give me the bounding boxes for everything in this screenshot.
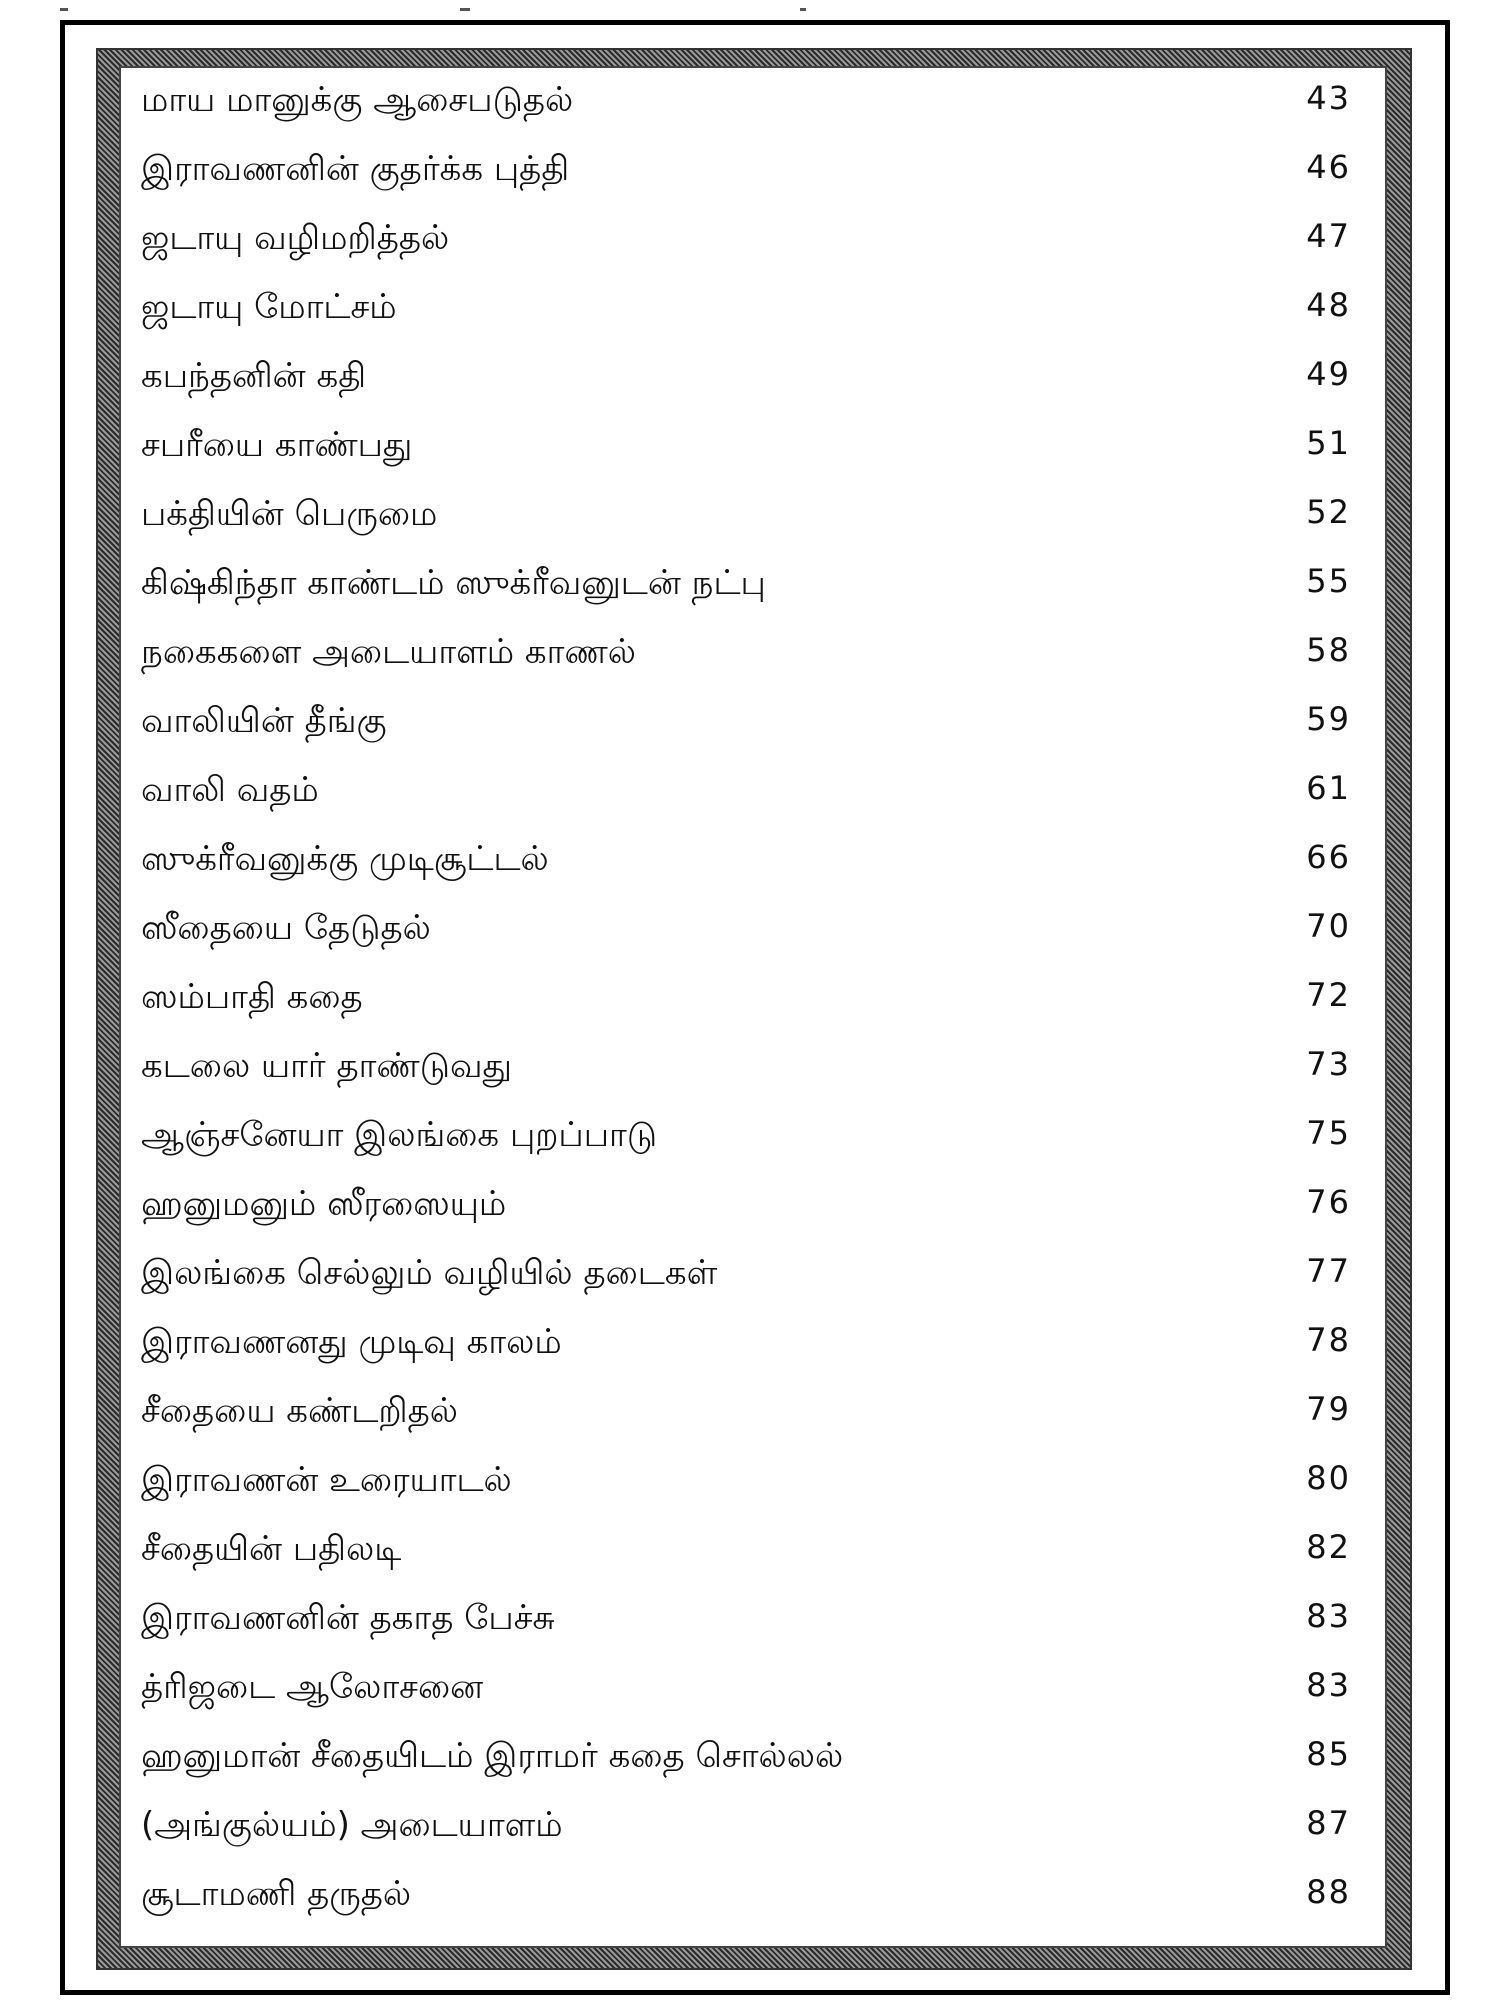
toc-entry bbox=[141, 1665, 1361, 1734]
toc-entry-page-number: 77 bbox=[1306, 1252, 1351, 1290]
toc-entry-title: வாலியின் தீங்கு bbox=[141, 701, 387, 741]
toc-entry bbox=[141, 1872, 1361, 1941]
toc-entry-page-number: 79 bbox=[1306, 1390, 1351, 1428]
toc-entry bbox=[141, 837, 1361, 906]
toc-entry bbox=[141, 768, 1361, 837]
toc-entry-page-number: 59 bbox=[1306, 700, 1351, 738]
toc-entry-title: இலங்கை செல்லும் வழியில் தடைகள் bbox=[141, 1253, 718, 1293]
toc-entry bbox=[141, 630, 1361, 699]
toc-entry-title: இராவணனது முடிவு காலம் bbox=[141, 1322, 562, 1362]
toc-entry bbox=[141, 1251, 1361, 1320]
toc-entry bbox=[141, 975, 1361, 1044]
toc-entry-title: கபந்தனின் கதி bbox=[141, 356, 367, 396]
scan-mark bbox=[60, 8, 68, 11]
toc-entry bbox=[141, 423, 1361, 492]
toc-entry-page-number: 72 bbox=[1306, 976, 1351, 1014]
toc-entry-title: இராவணனின் குதர்க்க புத்தி bbox=[141, 149, 570, 189]
toc-entry-page-number: 76 bbox=[1306, 1183, 1351, 1221]
toc-entry-page-number: 85 bbox=[1306, 1735, 1351, 1773]
toc-entry-title: ஸுக்ரீவனுக்கு முடிசூட்டல் bbox=[141, 839, 549, 879]
toc-entry-page-number: 49 bbox=[1306, 355, 1351, 393]
toc-entry-title: இராவணன் உரையாடல் bbox=[141, 1460, 512, 1500]
toc-entry-title: ஹனுமான் சீதையிடம் இராமர் கதை சொல்லல் bbox=[141, 1736, 844, 1776]
toc-entry-page-number: 82 bbox=[1306, 1528, 1351, 1566]
toc-entry-page-number: 83 bbox=[1306, 1666, 1351, 1704]
toc-entry-title: சீதையின் பதிலடி bbox=[141, 1529, 402, 1569]
toc-entry bbox=[141, 906, 1361, 975]
toc-entry-page-number: 87 bbox=[1306, 1804, 1351, 1842]
toc-entry-page-number: 51 bbox=[1306, 424, 1351, 462]
toc-entry bbox=[141, 1182, 1361, 1251]
toc-entry bbox=[141, 216, 1361, 285]
toc-entry bbox=[141, 1596, 1361, 1665]
toc-entry bbox=[141, 1734, 1361, 1803]
toc-entry-page-number: 88 bbox=[1306, 1873, 1351, 1911]
toc-entry-title: மாய மானுக்கு ஆசைபடுதல் bbox=[141, 80, 574, 120]
toc-entry bbox=[141, 1044, 1361, 1113]
toc-entry-title: சூடாமணி தருதல் bbox=[141, 1874, 412, 1914]
toc-entry-title: ஆஞ்சனேயா இலங்கை புறப்பாடு bbox=[141, 1115, 658, 1155]
toc-entry-title: கிஷ்கிந்தா காண்டம் ஸுக்ரீவனுடன் நட்பு bbox=[141, 563, 766, 603]
toc-entry-page-number: 48 bbox=[1306, 286, 1351, 324]
toc-entry-title: வாலி வதம் bbox=[141, 770, 319, 810]
scan-mark bbox=[460, 8, 470, 11]
toc-panel bbox=[119, 66, 1387, 1948]
toc-entry-title: இராவணனின் தகாத பேச்சு bbox=[141, 1598, 555, 1638]
toc-entry-title: ஸம்பாதி கதை bbox=[141, 977, 363, 1017]
toc-entry bbox=[141, 492, 1361, 561]
toc-entry-page-number: 58 bbox=[1306, 631, 1351, 669]
toc-entry bbox=[141, 1803, 1361, 1872]
toc-entry bbox=[141, 354, 1361, 423]
scan-mark bbox=[800, 8, 806, 11]
toc-entry-page-number: 55 bbox=[1306, 562, 1351, 600]
toc-entry bbox=[141, 1113, 1361, 1182]
toc-entry-title: ஜடாயு மோட்சம் bbox=[141, 287, 397, 327]
toc-entry bbox=[141, 78, 1361, 147]
toc-entry-title: ஸீதையை தேடுதல் bbox=[141, 908, 431, 948]
top-scan-marks bbox=[60, 0, 1450, 18]
toc-entry-title: ஹனுமனும் ஸீரஸையும் bbox=[141, 1184, 507, 1224]
toc-entry bbox=[141, 147, 1361, 216]
toc-entry-page-number: 43 bbox=[1306, 79, 1351, 117]
toc-entry-page-number: 73 bbox=[1306, 1045, 1351, 1083]
toc-entry-page-number: 70 bbox=[1306, 907, 1351, 945]
toc-entry-page-number: 75 bbox=[1306, 1114, 1351, 1152]
toc-entry-page-number: 80 bbox=[1306, 1459, 1351, 1497]
toc-entry-page-number: 78 bbox=[1306, 1321, 1351, 1359]
toc-entry bbox=[141, 285, 1361, 354]
toc-entry bbox=[141, 1389, 1361, 1458]
toc-entry bbox=[141, 1458, 1361, 1527]
toc-entry-title: (அங்குல்யம்) அடையாளம் bbox=[141, 1805, 563, 1845]
toc-entry bbox=[141, 1320, 1361, 1389]
toc-entry-title: பக்தியின் பெருமை bbox=[141, 494, 438, 534]
toc-entry bbox=[141, 1527, 1361, 1596]
toc-entry-title: சீதையை கண்டறிதல் bbox=[141, 1391, 458, 1431]
table-of-contents bbox=[141, 78, 1361, 1941]
toc-entry bbox=[141, 699, 1361, 768]
toc-entry-title: கடலை யார் தாண்டுவது bbox=[141, 1046, 513, 1086]
toc-entry-page-number: 47 bbox=[1306, 217, 1351, 255]
toc-entry-title: நகைகளை அடையாளம் காணல் bbox=[141, 632, 636, 672]
toc-entry-page-number: 61 bbox=[1306, 769, 1351, 807]
toc-entry-page-number: 46 bbox=[1306, 148, 1351, 186]
toc-entry-title: த்ரிஜடை ஆலோசனை bbox=[141, 1667, 484, 1707]
toc-entry-page-number: 66 bbox=[1306, 838, 1351, 876]
toc-entry-page-number: 52 bbox=[1306, 493, 1351, 531]
toc-entry-title: ஜடாயு வழிமறித்தல் bbox=[141, 218, 450, 258]
toc-entry-page-number: 83 bbox=[1306, 1597, 1351, 1635]
toc-entry-title: சபரீயை காண்பது bbox=[141, 425, 413, 465]
toc-entry bbox=[141, 561, 1361, 630]
